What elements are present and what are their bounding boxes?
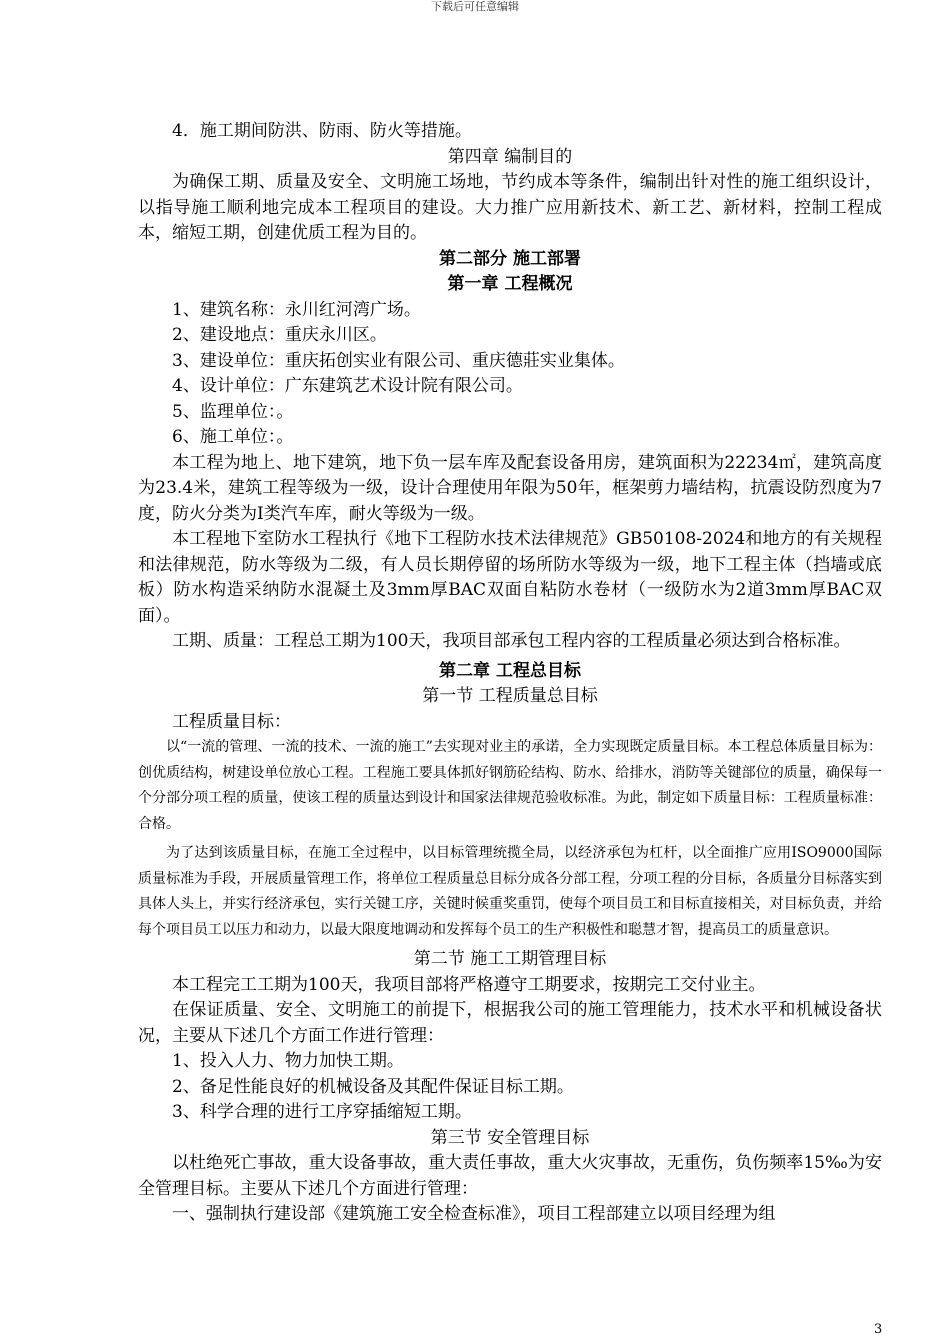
list-item: 2、备足性能良好的机械设备及其配件保证目标工期。 (172, 1076, 574, 1097)
paragraph: 为确保工期、质量及安全、文明施工场地，节约成本等条件，编制出针对性的施工组织设计，以指导施工顺利地完成本工程项目的建设。大力推广应用新技术、新工艺、新材料，控制工程成本，缩短工期，创建优质工程为目的。 (138, 172, 882, 243)
chapter-heading: 第四章 编制目的 (447, 146, 573, 167)
list-item: 1、投入人力、物力加快工期。 (172, 1051, 404, 1071)
paragraph: 以“一流的管理、一流的技术、一流的施工”去实现对业主的承诺，全力实现既定质量目标。本工程总体质量目标为：创优质结构，树建设单位放心工程。工程施工要具体抓好钢筋砼结构、防水、给排水，消防等关键部位的质量，确保每一个分部分项工程的质量，使该工程的质量达到设计和国家法律规范验收标准。为此，制定如下质量目标：工程质量标准：合格。 (138, 739, 882, 832)
list-item: 3、建设单位：重庆拓创实业有限公司、重庆德莊实业集体。 (172, 350, 625, 371)
page-header: 下载后可任意编辑 (431, 0, 519, 13)
list-item: 6、施工单位：。 (172, 427, 294, 447)
section-heading: 第二节 施工工期管理目标 (413, 949, 607, 969)
list-item: 4、设计单位：广东建筑艺术设计院有限公司。 (172, 376, 523, 396)
paragraph: 本工程为地上、地下建筑，地下负一层车库及配套设备用房，建筑面积为22234㎡，建筑高度为23.4米，建筑工程等级为一级，设计合理使用年限为50年，框架剪力墙结构，抗震设防烈度为7度，防火分类为Ⅰ类汽车库，耐火等级为一级。 (138, 452, 882, 524)
page-number: 3 (874, 1322, 883, 1337)
part-heading: 第二部分 施工部署 (439, 248, 581, 269)
paragraph: 为了达到该质量目标，在施工全过程中，以目标管理统揽全局，以经济承包为杠杆，以全面推广应用ISO9000国际质量标准为手段，开展质量管理工作，将单位工程质量总目标分成各分部工程，分项工程的分目标，各质量分目标落实到具体人头上，并实行经济承包，实行关键工序，关键时候重奖重罚，使每个项目员工和目标直接相关，对目标负责，并给每个项目员工以压力和动力，以最大限度地调动和发挥每个员工的生产积极性和聪慧才智，提高员工的质量意识。 (138, 845, 882, 938)
section-heading: 第一节 工程质量总目标 (422, 686, 598, 706)
section-heading: 第三节 安全管理目标 (430, 1127, 590, 1148)
paragraph: 本工程完工工期为100天，我项目部将严格遵守工期要求，按期完工交付业主。 (172, 974, 766, 995)
paragraph: 本工程地下室防水工程执行《地下工程防水技术法律规范》GB50108-2024和地方的有关规程和法律规范，防水等级为二级，有人员长期停留的场所防水等级为一级，地下工程主体（挡墙或底板）防水构造采纳防水混凝土及3mm厚BAC双面自粘防水卷材（一级防水为2道3mm厚BAC双面）。 (138, 529, 882, 626)
chapter-heading: 第一章 工程概况 (447, 274, 573, 294)
label: 工程质量目标： (172, 711, 291, 732)
list-item: 5、监理单位：。 (172, 401, 294, 422)
paragraph: 工期、质量：工程总工期为100天，我项目部承包工程内容的工程质量必须达到合格标准。 (172, 631, 851, 651)
document-body (138, 119, 882, 1228)
paragraph: 以杜绝死亡事故，重大设备事故，重大责任事故，重大火灾事故，无重伤，负伤频率15‰为安全管理目标。主要从下述几个方面进行管理： (138, 1153, 882, 1199)
list-item: 4．施工期间防洪、防雨、防火等措施。 (172, 121, 472, 141)
list-item: 1、建筑名称：永川红河湾广场。 (172, 299, 421, 320)
list-item: 2、建设地点：重庆永川区。 (172, 325, 387, 345)
paragraph: 一、强制执行建设部《建筑施工安全检查标准》，项目工程部建立以项目经理为组 (172, 1204, 776, 1224)
chapter-heading: 第二章 工程总目标 (439, 660, 581, 681)
paragraph: 在保证质量、安全、文明施工的前提下，根据我公司的施工管理能力，技术水平和机械设备状况，主要从下述几个方面工作进行管理： (138, 1000, 882, 1046)
list-item: 3、科学合理的进行工序穿插缩短工期。 (172, 1102, 472, 1122)
